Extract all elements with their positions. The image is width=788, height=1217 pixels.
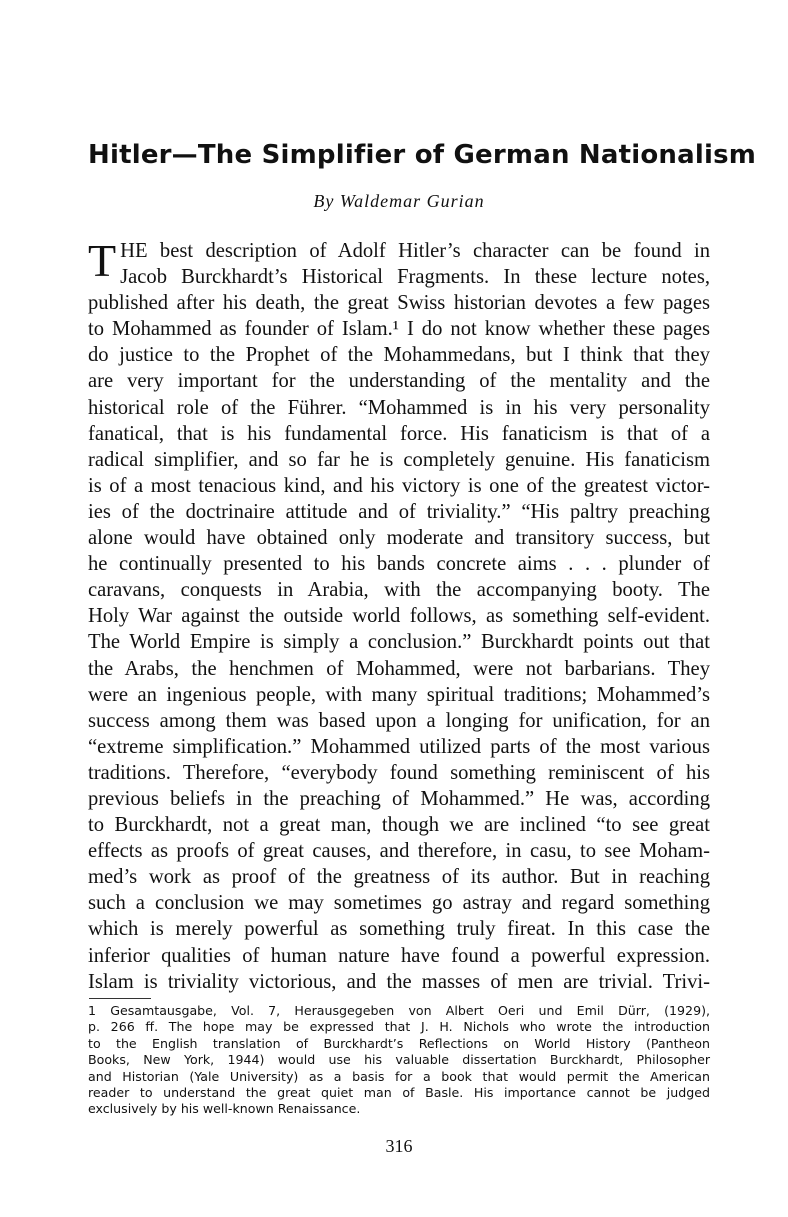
body-line: ies of the doctrinaire attitude and of triviality.” “His paltry preaching bbox=[88, 500, 710, 523]
body-line: HE best description of Adolf Hitler’s character can be found in bbox=[120, 240, 710, 262]
body-line: inferior qualities of human nature have found a powerful expression. bbox=[88, 944, 710, 967]
article-title: Hitler—The Simplifier of German Nationalism bbox=[88, 140, 757, 170]
body-line: published after his death, the great Swiss historian devotes a few pages bbox=[88, 292, 710, 315]
footnote-rule bbox=[89, 998, 151, 999]
footnote-line: Books, New York, 1944) would use his valuable dissertation Burckhardt, Philosopher bbox=[88, 1052, 710, 1068]
body-line: effects as proofs of great causes, and therefore, in casu, to see Moham- bbox=[88, 840, 710, 863]
body-line: caravans, conquests in Arabia, with the accompanying booty. The bbox=[88, 579, 710, 602]
footnote-line: exclusively by his well-known Renaissance. bbox=[88, 1101, 361, 1117]
body-line: to Burckhardt, not a great man, though we are inclined “to see great bbox=[88, 814, 710, 837]
body-line: were an ingenious people, with many spiritual traditions; Mohammed’s bbox=[88, 683, 710, 706]
page-number: 316 bbox=[385, 1136, 413, 1156]
body-line: historical role of the Führer. “Mohammed is in his very personality bbox=[88, 396, 710, 419]
body-line: The World Empire is simply a conclusion.” Burckhardt points out that bbox=[88, 631, 710, 654]
footnote-line: reader to understand the great quiet man of Basle. His importance cannot be judged bbox=[88, 1084, 710, 1100]
body-line: radical simplifier, and so far he is completely genuine. His fanaticism bbox=[88, 448, 710, 471]
body-line: med’s work as proof of the greatness of its author. But in reaching bbox=[88, 866, 710, 889]
drop-cap: T bbox=[88, 235, 117, 286]
footnote-line: 1 Gesamtausgabe, Vol. 7, Herausgegeben von Albert Oeri und Emil Dürr, (1929), bbox=[88, 1003, 710, 1018]
body-line: the Arabs, the henchmen of Mohammed, were not barbarians. They bbox=[88, 657, 710, 680]
footnote-line: to the English translation of Burckhardt’s Reflections on World History (Pantheon bbox=[88, 1035, 710, 1051]
body-line: such a conclusion we may sometimes go astray and regard something bbox=[88, 892, 710, 915]
body-line: Holy War against the outside world follows, as something self-evident. bbox=[88, 605, 710, 628]
footnote bbox=[88, 1003, 710, 1118]
body-line: “extreme simplification.” Mohammed utilized parts of the most various bbox=[88, 735, 710, 758]
body-line: alone would have obtained only moderate and transitory success, but bbox=[88, 527, 710, 550]
body-line: traditions. Therefore, “everybody found something reminiscent of his bbox=[88, 761, 710, 784]
journal-page bbox=[88, 0, 757, 1217]
footnote-line: p. 266 ff. The hope may be expressed that J. H. Nichols who wrote the introduction bbox=[88, 1019, 710, 1035]
body-line: do justice to the Prophet of the Mohammedans, but I think that they bbox=[88, 344, 710, 367]
body-line: is of a most tenacious kind, and his victory is one of the greatest victor- bbox=[88, 474, 710, 497]
body-line: previous beliefs in the preaching of Mohammed.” He was, according bbox=[88, 787, 710, 810]
body-line: Jacob Burckhardt’s Historical Fragments. In these lecture notes, bbox=[120, 266, 710, 289]
body-line: to Mohammed as founder of Islam.¹ I do not know whether these pages bbox=[88, 318, 710, 341]
body-line: Islam is triviality victorious, and the masses of men are trivial. Trivi- bbox=[88, 970, 710, 993]
article-body bbox=[88, 235, 710, 995]
body-line: which is merely powerful as something truly fireat. In this case the bbox=[88, 918, 710, 941]
footnote-line: and Historian (Yale University) as a basis for a book that would permit the American bbox=[88, 1068, 710, 1084]
article-byline: By Waldemar Gurian bbox=[313, 191, 485, 211]
body-line: fanatical, that is his fundamental force. His fanaticism is that of a bbox=[88, 422, 710, 445]
body-line: are very important for the understanding of the mentality and the bbox=[88, 370, 710, 393]
body-line: success among them was based upon a longing for unification, for an bbox=[88, 709, 710, 732]
body-line: he continually presented to his bands concrete aims . . . plunder of bbox=[88, 553, 710, 576]
